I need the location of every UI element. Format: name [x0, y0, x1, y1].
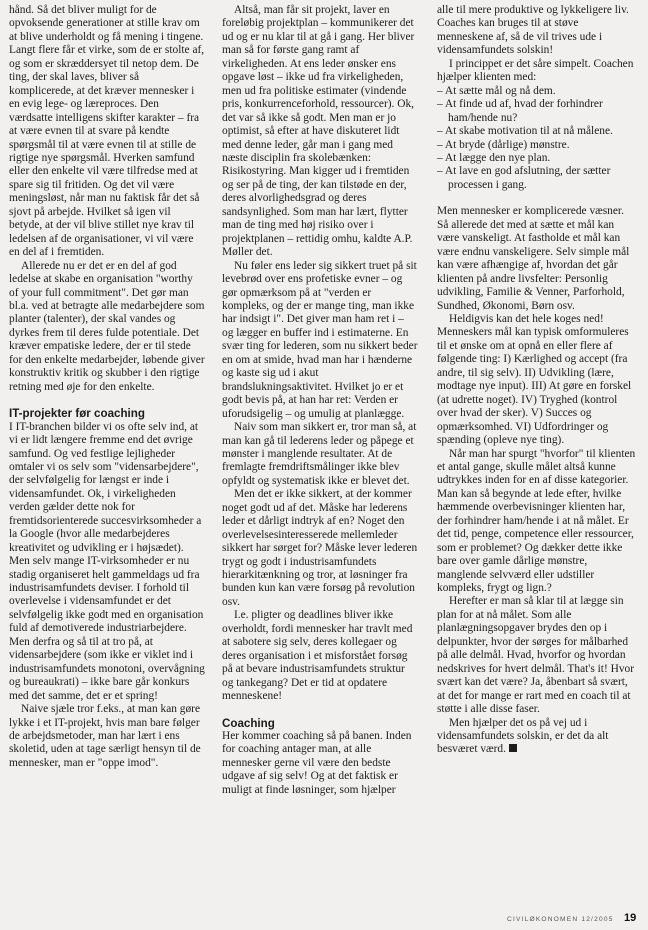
journal-name: CIVILØKONOMEN 12/2005 [507, 916, 614, 923]
paragraph: I princippet er det såre simpelt. Coachen hjælper klienten med: [437, 57, 634, 84]
list-item: – At bryde (dårlige) mønstre. [437, 138, 570, 151]
paragraph-final [437, 717, 637, 757]
paragraph: Men det er ikke sikkert, at der kommer noget godt ud af det. Måske har lederens leder et dårligt indtryk af en? Noget den overlevelsesinteresserede mellemleder sikkert har sørget for? Måske lever lederen trygt og godt i industrisamfundets hierarkitænkning og tror, at løsninger fra bunden kun kan være forsøg på revolution osv. [222, 488, 418, 608]
end-of-article-mark [509, 744, 517, 752]
section-heading-it-projects: IT-projekter før coaching [9, 407, 145, 421]
column-1 [9, 4, 205, 770]
list-item: – At lægge den nye plan. [437, 151, 551, 164]
paragraph: hånd. Så det bliver muligt for de opvoksende generationer at stille krav om at blive underholdt og få mening i tingene. Langt flere får et virke, som de er stolte af, og som er skræddersyet til netop dem. De ting, der skal laves, bliver så komplicerede, at det kræver mennesker i en evig lege- og læreproces. Den værdsatte intelligens skifter karakter – fra at være evnen til at svare på kendte spørgsmål til at være evnen til at stille de rigtige nye spørgsmål. Hverken samfund eller den enkelte vil være tilfredse med at spare sig til fritiden. Og det vil være meningsløst, når man nu faktisk får det så sjovt på arbejde. Hvilket så igen vil betyde, at der vil blive stillet nye krav til ledelsen af de organisationer, vi vil være en del af i fremtiden. [9, 4, 205, 259]
paragraph: Når man har spurgt "hvorfor" til klienten et antal gange, skulle målet altså kunne udtrykkes inden for en af disse kategorier. Man kan så begynde at lede efter, hvilke hæmmende overbevisninger klienten har, der forhindrer ham/hende i at nå målet. Er det tid, penge, competence eller ressourcer, som er problemet? Og dækker dette ikke bare over gamle dårlige mønstre, manglende selvværd eller udstiller kompleks, frygt og lign.? [437, 447, 636, 595]
list-item: – At finde ud af, hvad der forhindrer ham/hende nu? [437, 98, 603, 124]
paragraph: Allerede nu er det er en del af god ledelse at skabe en organisation "worthy of your full commitment". Det gør man bl.a. ved at betragte alle medarbejdere som planter (talenter), der skal vandes og dyrkes frem til deres fulde potentiale. Det kræver empatiske ledere, der er til stede for den enkelte medarbejder, løbende giver konstruktiv kritik og skubber i den rigtige retning med øje for den enkelte. [9, 259, 205, 393]
list-item: – At lave en god afslutning, der sætter processen i gang. [437, 165, 611, 191]
page-number: 19 [624, 912, 637, 924]
paragraph: Her kommer coaching så på banen. Inden for coaching antager man, at alle mennesker gerne vil være den bedste udgave af sig selv! Og at det faktisk er muligt at finde løsninger, som hjælper [222, 730, 412, 796]
paragraph: I.e. pligter og deadlines bliver ikke overholdt, fordi mennesker har travlt med at sabotere sig selv, deres kollegaer og deres organisation i et misforstået forsøg på at bevare industrisamfundets struktur og tankegang? Det er tid at opdatere menneskene! [222, 609, 413, 703]
paragraph: Heldigvis kan det hele koges ned! Menneskers mål kan typisk omformuleres til et ønske om at opnå en eller flere af følgende ting: I) Kærlighed og accept (fra andre, til sig selv). II) Udvikling (lære, modtage nye input). III) At gøre en forskel (at udrette noget). IV) Tryghed (kontrol over hvad der sker). V) Succes og opmærksomhed. VI) Udfordringer og spænding (opleve nye ting). [437, 312, 632, 447]
list-item: – At sætte mål og nå dem. [437, 84, 556, 97]
list-item: – At skabe motivation til at nå målene. [437, 125, 613, 138]
paragraph: Naiv som man sikkert er, tror man så, at man kan gå til lederens leder og påpege et mønster i manglende resultater. At de fremlagte fremdriftsmålinger ikke blev opfyldt og systematisk ikke er blevet det. [222, 421, 417, 487]
paragraph: Naive sjæle tror f.eks., at man kan gøre lykke i et IT-projekt, hvis man bare følger de arbejdsmetoder, man har lært i ens skoletid, uden at tage særligt hensyn til de mennesker, man er "oppe imod". [9, 703, 201, 769]
paragraph: alle til mere produktive og lykkeligere liv. Coaches kan bruges til at støve menneskene af, så de vil trives ude i vidensamfundets solskin! [437, 4, 629, 57]
page-footer [0, 912, 648, 930]
paragraph: I IT-branchen bilder vi os ofte selv ind, at vi er lidt længere fremme end det øvrige samfund. Og ved festlige lejligheder omtaler vi os selv som "vidensarbejdere", der selvfølgelig for længst er inde i vidensamfundet. Ok, i virkeligheden verden gælder dette nok for fremtidsorienterede succesvirksomheder a la Google (hvor alle medarbejderes kreativitet og udvikling er i højsædet). Men selv mange IT-virksomheder er nu stadig organiseret helt gammeldags ud fra industrisamfundets deviser. I forhold til overlevelse i vidensamfundet er det selvfølgelig ikke godt med en organisation fuld af demotiverede industriarbejdere. Men derfra og så til at tro på, at vidensarbejdere (som ikke er viklet ind i industrisamfundets monotoni, overvågning og bureaukrati) – ikke bare går konkurs med det samme, det er et spring! [9, 420, 205, 702]
column-2 [222, 4, 418, 797]
coach-list [437, 85, 637, 193]
section-heading-coaching: Coaching [222, 716, 275, 730]
final-sentence: Men hjælper det os på vej ud i vidensamfundets solskin, er det da alt besværet værd. [437, 716, 609, 756]
paragraph: Altså, man får sit projekt, laver en foreløbig projektplan – kommunikerer det ud og er nu klar til at gå i gang. Her bliver man så for første gang ramt af virkeligheden. At ens leder ønsker ens opgave løst – ikke ud fra virkeligheden, men ud fra politiske estimater (vindende pris, konkurrenceforhold, ressourcer). Ok, det var så ikke så godt. Men man er jo optimist, så efter at have diskuteret lidt med denne leder, går man i gang med næste disciplin fra skolebænken: Risikostyring. Man kigger ud i fremtiden og ser på de ting, der kan tilstøde en der, deres alvorlighedsgrad og deres sandsynlighed. Som man har lært, flytter man de ting med høj risiko over i projektplanen – rettidig omhu, kaldte A.P. Møller det. [222, 4, 415, 259]
paragraph: Nu føler ens leder sig sikkert truet på sit levebrød over ens profetiske evner – og gør opmærksom på at "verden er kompleks, og der er mange ting, man ikke har indsigt i". Det giver man ham ret i – og lægger en buffer ind i estimaterne. En svær ting for lederen, som nu sikkert beder en om at smide, hvad man har i hænderne og kaste sig ud i akut brandslukningsaktivitet. Hvilket jo er et godt bevis på, at han har ret: Verden er uforudsigelig – og umulig at planlægge. [222, 259, 418, 420]
paragraph: Men mennesker er komplicerede væsner. Så allerede det med at sætte et mål kan være vanskeligt. At fastholde et mål kan være endnu vanskeligere. Selv simple mål kan være afhængige af, hvordan det går klienten på andre livsfelter: Personlig udvikling, Familie & Venner, Parforhold, Sundhed, Økonomi, Børn osv. [437, 205, 630, 312]
column-3 [437, 4, 637, 757]
paragraph: Herefter er man så klar til at lægge sin plan for at nå målet. Som alle planlægningsopgaver brydes den op i delpunkter, hvor der sørges for målbarhed på alle delmål. Hvad, hvorfor og hvordan nedskrives for hvert delmål. That's it! Hvor svært kan det være? Ja, åbenbart så svært, at det for mange er rart med en coach til at støtte i alle disse faser. [437, 595, 635, 716]
